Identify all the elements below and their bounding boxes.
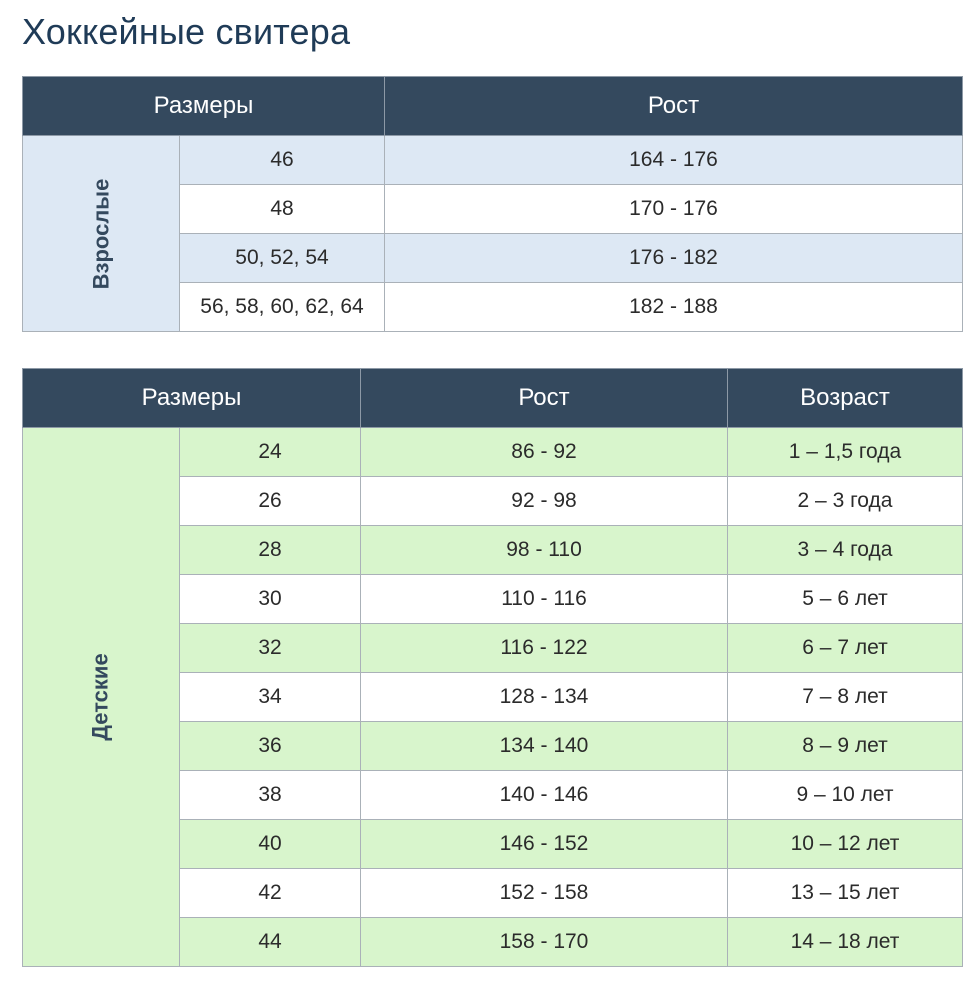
table-row [23,428,963,477]
kids-height-cell: 128 - 134 [361,673,728,722]
kids-age-cell: 13 – 15 лет [728,869,963,918]
adult-size-cell: 48 [180,185,385,234]
adult-group-label: Взрослые [88,178,113,289]
kids-size-cell: 26 [180,477,361,526]
kids-header-age: Возраст [728,369,963,428]
kids-height-cell: 134 - 140 [361,722,728,771]
adult-size-cell: 46 [180,136,385,185]
kids-age-cell: 3 – 4 года [728,526,963,575]
kids-age-cell: 8 – 9 лет [728,722,963,771]
kids-group-cell [23,428,180,967]
kids-height-cell: 98 - 110 [361,526,728,575]
kids-age-cell: 2 – 3 года [728,477,963,526]
kids-age-cell: 7 – 8 лет [728,673,963,722]
adult-size-table [22,76,963,332]
adult-height-cell: 182 - 188 [385,283,963,332]
kids-age-cell: 6 – 7 лет [728,624,963,673]
kids-size-cell: 32 [180,624,361,673]
adult-size-cell: 50, 52, 54 [180,234,385,283]
kids-size-cell: 36 [180,722,361,771]
table-row [23,136,963,185]
kids-size-table [22,368,963,967]
kids-size-cell: 42 [180,869,361,918]
adult-header-row [23,77,963,136]
kids-header-row [23,369,963,428]
kids-size-cell: 28 [180,526,361,575]
kids-size-cell: 38 [180,771,361,820]
kids-size-cell: 40 [180,820,361,869]
kids-height-cell: 86 - 92 [361,428,728,477]
kids-height-cell: 158 - 170 [361,918,728,967]
adult-header-sizes: Размеры [23,77,385,136]
kids-age-cell: 9 – 10 лет [728,771,963,820]
kids-size-cell: 30 [180,575,361,624]
kids-height-cell: 146 - 152 [361,820,728,869]
adult-height-cell: 164 - 176 [385,136,963,185]
adult-group-cell [23,136,180,332]
kids-header-height: Рост [361,369,728,428]
kids-age-cell: 14 – 18 лет [728,918,963,967]
adult-height-cell: 176 - 182 [385,234,963,283]
kids-age-cell: 5 – 6 лет [728,575,963,624]
kids-age-cell: 1 – 1,5 года [728,428,963,477]
kids-height-cell: 140 - 146 [361,771,728,820]
kids-height-cell: 152 - 158 [361,869,728,918]
adult-size-cell: 56, 58, 60, 62, 64 [180,283,385,332]
kids-group-label: Детские [87,653,113,741]
adult-height-cell: 170 - 176 [385,185,963,234]
kids-height-cell: 110 - 116 [361,575,728,624]
kids-header-sizes: Размеры [23,369,361,428]
kids-height-cell: 116 - 122 [361,624,728,673]
kids-size-cell: 34 [180,673,361,722]
adult-header-height: Рост [385,77,963,136]
kids-size-cell: 44 [180,918,361,967]
kids-height-cell: 92 - 98 [361,477,728,526]
kids-size-cell: 24 [180,428,361,477]
kids-age-cell: 10 – 12 лет [728,820,963,869]
page-title: Хоккейные свитера [22,11,351,52]
